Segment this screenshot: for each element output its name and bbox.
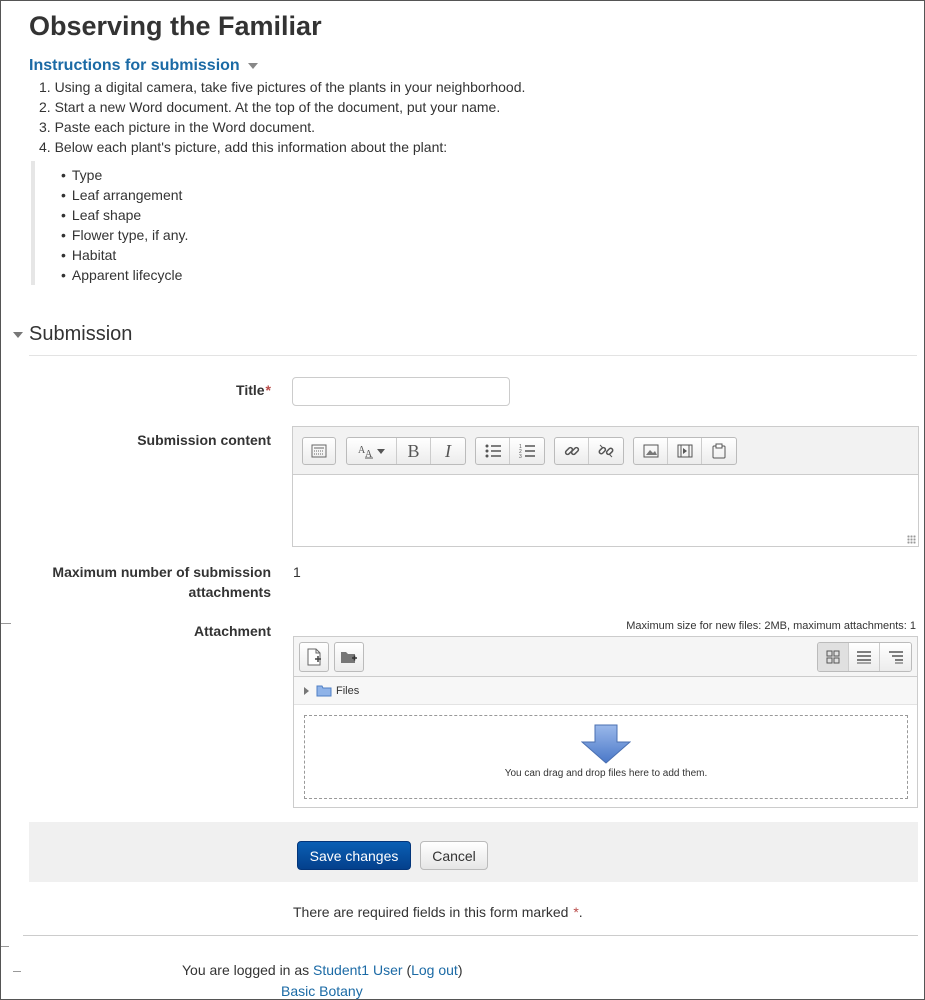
max-attachments-label-line2: attachments bbox=[188, 584, 271, 600]
svg-text:A: A bbox=[364, 449, 372, 459]
files-folder-label: Files bbox=[336, 684, 360, 697]
toolbar-group bbox=[554, 437, 624, 465]
list-item: 1. Using a digital camera, take five pictures of the plants in your neighborhood. bbox=[39, 79, 526, 95]
resize-grip-icon[interactable] bbox=[907, 535, 916, 544]
add-file-icon[interactable] bbox=[299, 642, 329, 672]
numbered-list-icon[interactable] bbox=[510, 438, 544, 464]
plant-info-list bbox=[61, 165, 188, 285]
logout-link[interactable]: Log out bbox=[411, 962, 458, 978]
editor-toolbar bbox=[293, 427, 918, 475]
instruction-steps bbox=[39, 77, 525, 157]
toolbar-toggle-icon[interactable] bbox=[303, 438, 335, 464]
required-note-end: . bbox=[578, 904, 583, 920]
edge-mark bbox=[1, 946, 9, 947]
edge-mark bbox=[13, 971, 21, 972]
max-attachments-label-line1: Maximum number of submission bbox=[52, 564, 271, 580]
chevron-down-icon bbox=[248, 63, 258, 69]
submission-heading: Submission bbox=[29, 323, 133, 345]
page-title: Observing the Familiar bbox=[29, 11, 322, 41]
logout-paren-open: ( bbox=[406, 962, 412, 978]
login-info bbox=[182, 962, 463, 978]
list-item: 2. Start a new Word document. At the top of the document, put your name. bbox=[39, 99, 501, 115]
max-attachments-label bbox=[52, 562, 271, 602]
list-view-icon[interactable] bbox=[849, 643, 880, 671]
file-manager-toolbar bbox=[294, 637, 917, 677]
course-link[interactable]: Basic Botany bbox=[281, 983, 363, 999]
view-switcher bbox=[817, 642, 912, 672]
submission-content-label: Submission content bbox=[137, 432, 271, 448]
media-icon[interactable] bbox=[668, 438, 702, 464]
expand-icon bbox=[304, 687, 309, 695]
list-item: • Leaf shape bbox=[61, 205, 188, 225]
required-note-text: There are required fields in this form marked bbox=[293, 904, 569, 920]
paste-icon[interactable] bbox=[702, 438, 736, 464]
course-link-wrap bbox=[281, 983, 363, 999]
italic-icon[interactable]: I bbox=[445, 440, 451, 461]
link-icon[interactable] bbox=[555, 438, 589, 464]
user-profile-link[interactable]: Student1 User bbox=[313, 962, 403, 978]
list-item: • Flower type, if any. bbox=[61, 225, 188, 245]
collapse-icon bbox=[13, 332, 23, 338]
file-manager bbox=[293, 636, 918, 808]
title-label bbox=[236, 380, 271, 400]
grid-view-icon[interactable] bbox=[818, 643, 849, 671]
font-style-icon[interactable] bbox=[347, 438, 397, 464]
required-icon: * bbox=[265, 382, 271, 398]
edge-mark bbox=[1, 623, 11, 624]
section-divider bbox=[29, 355, 917, 356]
list-item: 3. Paste each picture in the Word document. bbox=[39, 119, 316, 135]
download-arrow-icon bbox=[581, 724, 631, 764]
instructions-toggle[interactable] bbox=[29, 57, 258, 75]
svg-text:1: 1 bbox=[519, 444, 522, 450]
folder-path[interactable] bbox=[294, 677, 917, 705]
toolbar-group bbox=[346, 437, 466, 465]
rich-text-editor bbox=[292, 426, 919, 547]
create-folder-icon[interactable] bbox=[334, 642, 364, 672]
toolbar-group bbox=[633, 437, 737, 465]
submission-section-toggle[interactable] bbox=[13, 323, 132, 346]
cancel-button[interactable]: Cancel bbox=[420, 841, 488, 870]
bold-icon[interactable]: B bbox=[397, 438, 431, 464]
toolbar-group bbox=[475, 437, 545, 465]
list-item: • Apparent lifecycle bbox=[61, 265, 188, 285]
list-item: 4. Below each plant's picture, add this information about the plant: bbox=[39, 139, 448, 155]
instructions-heading: Instructions for submission bbox=[29, 57, 240, 74]
editor-content-area[interactable] bbox=[293, 475, 918, 546]
required-fields-note bbox=[293, 904, 583, 920]
bullet-list-icon[interactable] bbox=[476, 438, 510, 464]
toolbar-group bbox=[302, 437, 336, 465]
folder-icon bbox=[316, 685, 332, 697]
tree-view-icon[interactable] bbox=[880, 643, 911, 671]
list-item: • Habitat bbox=[61, 245, 188, 265]
attachment-limits: Maximum size for new files: 2MB, maximum attachments: 1 bbox=[626, 620, 916, 632]
footer-divider bbox=[23, 935, 918, 936]
list-item: • Type bbox=[61, 165, 188, 185]
svg-text:A: A bbox=[357, 445, 365, 456]
unlink-icon[interactable] bbox=[589, 438, 623, 464]
save-changes-button[interactable]: Save changes bbox=[297, 841, 411, 870]
login-prefix: You are logged in as bbox=[182, 962, 310, 978]
blockquote-bar bbox=[31, 161, 35, 285]
svg-text:2: 2 bbox=[519, 449, 522, 455]
image-icon[interactable] bbox=[634, 438, 668, 464]
form-buttons bbox=[29, 822, 918, 882]
attachment-label: Attachment bbox=[193, 623, 271, 639]
required-icon: * bbox=[573, 904, 579, 920]
max-attachments-value: 1 bbox=[293, 564, 301, 580]
file-dropzone[interactable] bbox=[304, 715, 908, 799]
title-label-text: Title bbox=[236, 382, 265, 398]
list-item: • Leaf arrangement bbox=[61, 185, 188, 205]
title-input[interactable] bbox=[292, 377, 510, 406]
svg-text:3: 3 bbox=[519, 454, 522, 458]
logout-paren-close: ) bbox=[457, 962, 463, 978]
dropzone-text: You can drag and drop files here to add them. bbox=[504, 768, 708, 779]
